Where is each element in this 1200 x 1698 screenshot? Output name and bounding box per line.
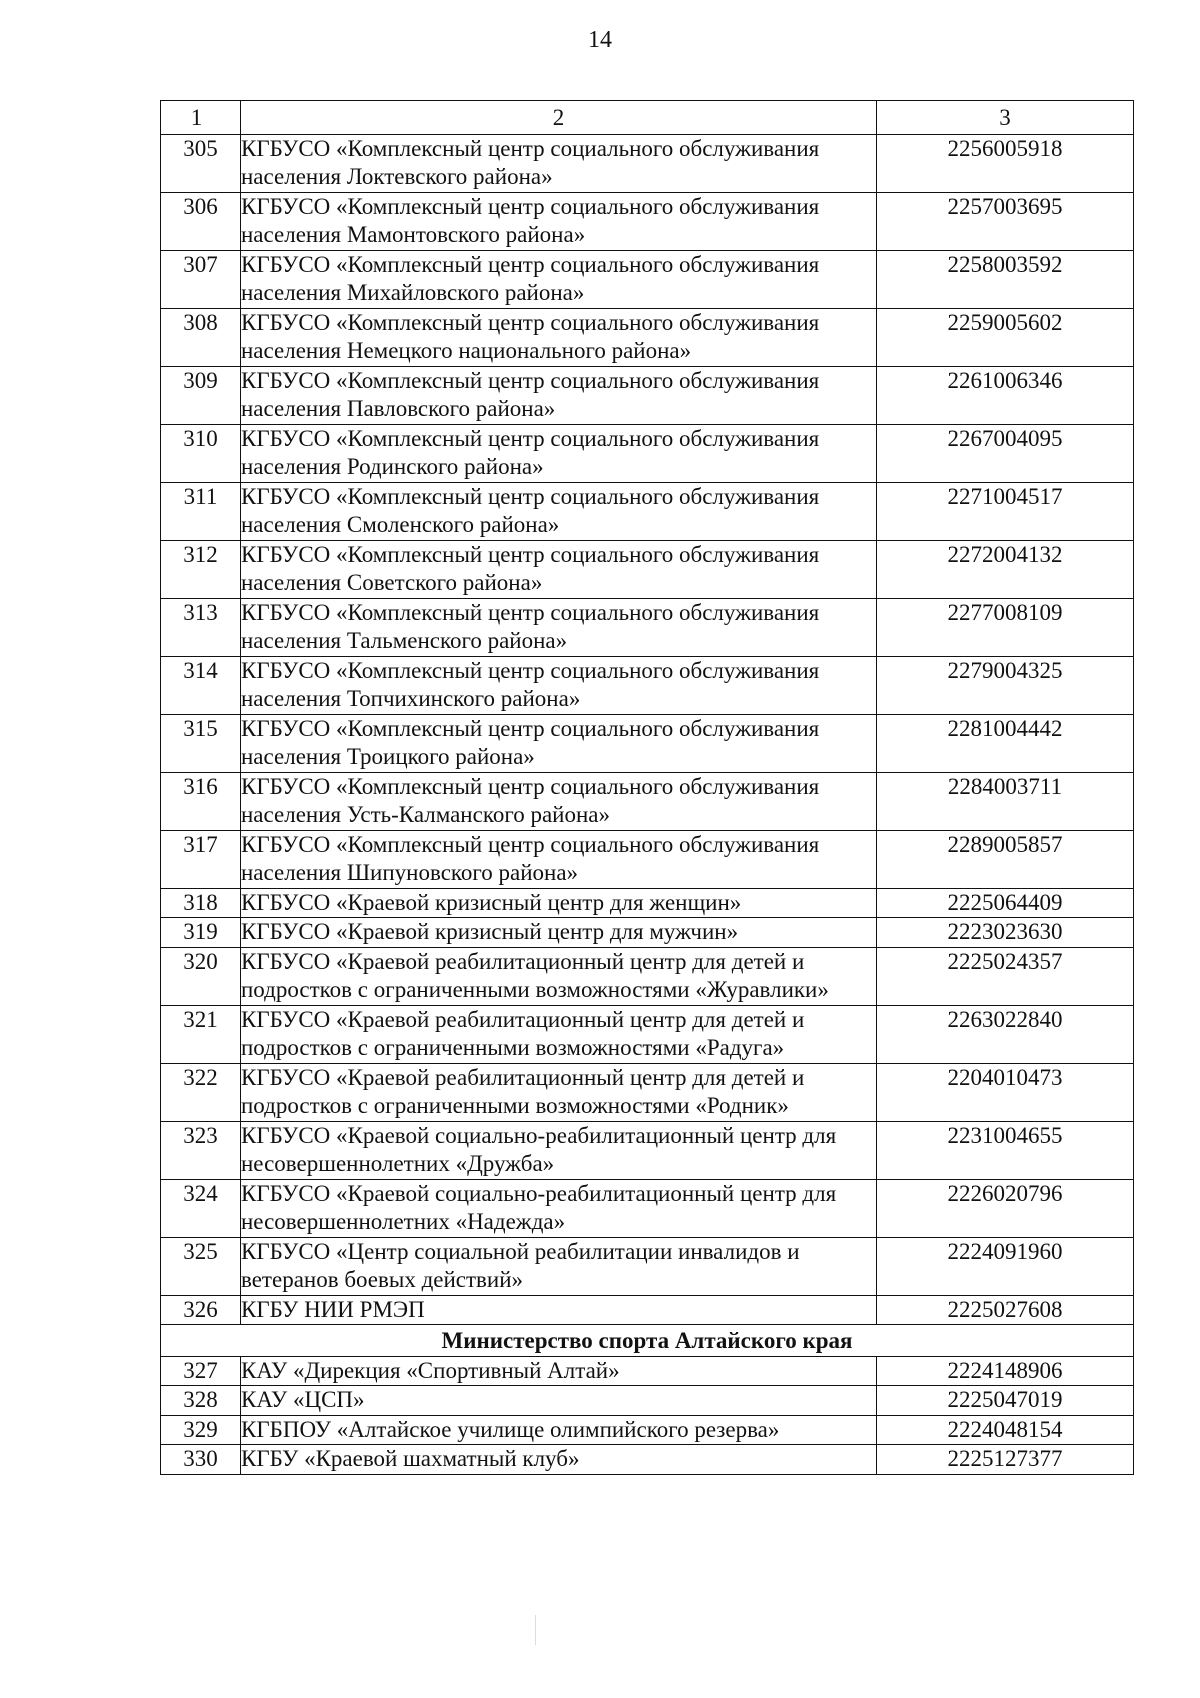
- inn-value: 2258003592: [877, 250, 1134, 308]
- row-number: 326: [161, 1295, 241, 1325]
- table-row: [161, 1179, 1134, 1237]
- table-row: [161, 1415, 1134, 1445]
- inn-value: 2279004325: [877, 656, 1134, 714]
- organization-name: КГБУСО «Комплексный центр социального обслуживания населения Усть-Калманского района»: [241, 772, 877, 830]
- inn-value: 2272004132: [877, 540, 1134, 598]
- table-row: [161, 1005, 1134, 1063]
- inn-value: 2204010473: [877, 1063, 1134, 1121]
- organization-name: КГБУСО «Краевой социально-реабилитационный центр для несовершеннолетних «Надежда»: [241, 1179, 877, 1237]
- table-row: [161, 598, 1134, 656]
- table-row: [161, 947, 1134, 1005]
- organization-name: КГБУСО «Комплексный центр социального обслуживания населения Советского района»: [241, 540, 877, 598]
- row-number: 329: [161, 1415, 241, 1445]
- organization-name: КГБПОУ «Алтайское училище олимпийского резерва»: [241, 1415, 877, 1445]
- inn-value: 2257003695: [877, 192, 1134, 250]
- organization-name: КГБУСО «Комплексный центр социального обслуживания населения Смоленского района»: [241, 482, 877, 540]
- table-row: [161, 772, 1134, 830]
- row-number: 322: [161, 1063, 241, 1121]
- column-header-number: 1: [161, 101, 241, 135]
- inn-value: 2289005857: [877, 830, 1134, 888]
- organization-name: КГБУСО «Краевой реабилитационный центр для детей и подростков с ограниченными возможностями «Родник»: [241, 1063, 877, 1121]
- row-number: 315: [161, 714, 241, 772]
- row-number: 305: [161, 134, 241, 192]
- row-number: 323: [161, 1121, 241, 1179]
- organization-name: КГБУСО «Комплексный центр социального обслуживания населения Немецкого национального района»: [241, 308, 877, 366]
- row-number: 318: [161, 888, 241, 918]
- organization-name: КГБУСО «Комплексный центр социального обслуживания населения Павловского района»: [241, 366, 877, 424]
- row-number: 319: [161, 918, 241, 948]
- table-row: [161, 714, 1134, 772]
- table-row: [161, 424, 1134, 482]
- organization-name: КГБУ НИИ РМЭП: [241, 1295, 877, 1325]
- organization-name: КГБУСО «Комплексный центр социального обслуживания населения Михайловского района»: [241, 250, 877, 308]
- inn-value: 2225127377: [877, 1445, 1134, 1475]
- column-header-inn: 3: [877, 101, 1134, 135]
- organization-name: КГБУСО «Краевой кризисный центр для женщин»: [241, 888, 877, 918]
- inn-value: 2263022840: [877, 1005, 1134, 1063]
- scan-artifact: [535, 1615, 536, 1645]
- inn-value: 2226020796: [877, 1179, 1134, 1237]
- row-number: 324: [161, 1179, 241, 1237]
- inn-value: 2225024357: [877, 947, 1134, 1005]
- inn-value: 2225027608: [877, 1295, 1134, 1325]
- organization-name: КГБУСО «Центр социальной реабилитации инвалидов и ветеранов боевых действий»: [241, 1237, 877, 1295]
- organization-name: КАУ «Дирекция «Спортивный Алтай»: [241, 1356, 877, 1386]
- organization-name: КГБУ «Краевой шахматный клуб»: [241, 1445, 877, 1475]
- row-number: 321: [161, 1005, 241, 1063]
- organization-name: КАУ «ЦСП»: [241, 1386, 877, 1416]
- inn-value: 2231004655: [877, 1121, 1134, 1179]
- table-header-row: [161, 101, 1134, 135]
- organization-name: КГБУСО «Краевой реабилитационный центр для детей и подростков с ограниченными возможностями «Журавлики»: [241, 947, 877, 1005]
- inn-value: 2223023630: [877, 918, 1134, 948]
- inn-value: 2256005918: [877, 134, 1134, 192]
- table-body: [161, 101, 1134, 1475]
- table-row: [161, 1445, 1134, 1475]
- inn-value: 2277008109: [877, 598, 1134, 656]
- column-header-name: 2: [241, 101, 877, 135]
- row-number: 313: [161, 598, 241, 656]
- row-number: 312: [161, 540, 241, 598]
- table-row: [161, 1295, 1134, 1325]
- table-row: [161, 1386, 1134, 1416]
- row-number: 310: [161, 424, 241, 482]
- row-number: 316: [161, 772, 241, 830]
- organization-name: КГБУСО «Краевой реабилитационный центр для детей и подростков с ограниченными возможностями «Радуга»: [241, 1005, 877, 1063]
- row-number: 311: [161, 482, 241, 540]
- organization-name: КГБУСО «Комплексный центр социального обслуживания населения Топчихинского района»: [241, 656, 877, 714]
- inn-value: 2224148906: [877, 1356, 1134, 1386]
- row-number: 320: [161, 947, 241, 1005]
- inn-value: 2284003711: [877, 772, 1134, 830]
- organization-name: КГБУСО «Комплексный центр социального обслуживания населения Родинского района»: [241, 424, 877, 482]
- table-row: [161, 888, 1134, 918]
- row-number: 327: [161, 1356, 241, 1386]
- table-row: [161, 366, 1134, 424]
- table-row: [161, 918, 1134, 948]
- organization-name: КГБУСО «Комплексный центр социального обслуживания населения Локтевского района»: [241, 134, 877, 192]
- table-row: [161, 308, 1134, 366]
- section-heading-row: [161, 1325, 1134, 1357]
- row-number: 314: [161, 656, 241, 714]
- inn-value: 2225064409: [877, 888, 1134, 918]
- table-row: [161, 1237, 1134, 1295]
- organization-name: КГБУСО «Комплексный центр социального обслуживания населения Троицкого района»: [241, 714, 877, 772]
- table-row: [161, 1356, 1134, 1386]
- organization-name: КГБУСО «Комплексный центр социального обслуживания населения Тальменского района»: [241, 598, 877, 656]
- section-heading: Министерство спорта Алтайского края: [161, 1325, 1134, 1357]
- inn-value: 2259005602: [877, 308, 1134, 366]
- row-number: 330: [161, 1445, 241, 1475]
- row-number: 328: [161, 1386, 241, 1416]
- inn-value: 2281004442: [877, 714, 1134, 772]
- organization-name: КГБУСО «Комплексный центр социального обслуживания населения Мамонтовского района»: [241, 192, 877, 250]
- table-row: [161, 540, 1134, 598]
- inn-value: 2271004517: [877, 482, 1134, 540]
- row-number: 308: [161, 308, 241, 366]
- table-row: [161, 1063, 1134, 1121]
- row-number: 307: [161, 250, 241, 308]
- table-row: [161, 830, 1134, 888]
- table-row: [161, 656, 1134, 714]
- table-row: [161, 1121, 1134, 1179]
- organization-name: КГБУСО «Краевой кризисный центр для мужчин»: [241, 918, 877, 948]
- table-row: [161, 192, 1134, 250]
- page-number: 14: [588, 27, 612, 53]
- row-number: 306: [161, 192, 241, 250]
- inn-value: 2261006346: [877, 366, 1134, 424]
- row-number: 325: [161, 1237, 241, 1295]
- inn-value: 2224091960: [877, 1237, 1134, 1295]
- organizations-table: [160, 100, 1134, 1475]
- inn-value: 2225047019: [877, 1386, 1134, 1416]
- organization-name: КГБУСО «Краевой социально-реабилитационный центр для несовершеннолетних «Дружба»: [241, 1121, 877, 1179]
- table-row: [161, 250, 1134, 308]
- inn-value: 2267004095: [877, 424, 1134, 482]
- table-row: [161, 482, 1134, 540]
- row-number: 317: [161, 830, 241, 888]
- row-number: 309: [161, 366, 241, 424]
- organization-name: КГБУСО «Комплексный центр социального обслуживания населения Шипуновского района»: [241, 830, 877, 888]
- table-row: [161, 134, 1134, 192]
- inn-value: 2224048154: [877, 1415, 1134, 1445]
